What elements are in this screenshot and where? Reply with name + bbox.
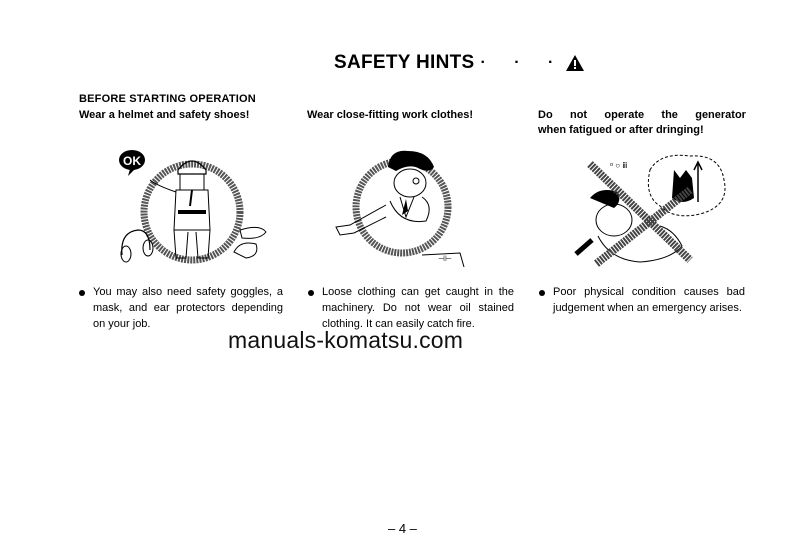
bullet-icon xyxy=(308,290,314,296)
column-2-heading: Wear close-fitting work clothes! xyxy=(307,109,474,121)
title-dots: · · · xyxy=(480,54,566,71)
heading-word: operate xyxy=(604,109,645,121)
heading-word: not xyxy=(569,109,588,121)
page-title xyxy=(334,52,585,74)
heading-word: generator xyxy=(695,109,746,121)
bullet-icon xyxy=(79,290,85,296)
bullet-text: Poor physical condition causes bad judgement when an emergency arises. xyxy=(553,286,745,314)
heading-word: Do xyxy=(538,109,553,121)
bullet-item-3 xyxy=(539,284,745,316)
heading-word: the xyxy=(661,109,678,121)
bullet-item-2 xyxy=(308,284,514,332)
page-number: – 4 – xyxy=(388,521,417,536)
close-fitting-clothes-illustration xyxy=(330,145,470,270)
bullet-item-1 xyxy=(79,284,283,332)
bullet-text: You may also need safety goggles, a mask, and ear protectors depending on your job. xyxy=(93,286,283,330)
heading-line-2: when fatigued or after dringing! xyxy=(538,124,704,136)
bullet-text: Loose clothing can get caught in the machinery. Do not wear oil stained clothing. It can easily catch fire. xyxy=(322,286,514,330)
column-3-heading xyxy=(538,108,746,138)
title-text: SAFETY HINTS xyxy=(334,52,475,73)
bullet-icon xyxy=(539,290,545,296)
svg-text:⊣⊢: ⊣⊢ xyxy=(438,254,452,263)
warning-triangle-icon xyxy=(565,54,585,72)
fatigue-warning-illustration xyxy=(570,150,740,270)
ok-badge: OK xyxy=(123,154,141,168)
section-heading: BEFORE STARTING OPERATION xyxy=(79,93,256,105)
watermark: manuals-komatsu.com xyxy=(228,327,464,353)
svg-text:ᵒ ○ ⅲ: ᵒ ○ ⅲ xyxy=(610,161,628,170)
helmet-worker-illustration xyxy=(110,140,270,270)
column-1-heading: Wear a helmet and safety shoes! xyxy=(79,109,250,121)
